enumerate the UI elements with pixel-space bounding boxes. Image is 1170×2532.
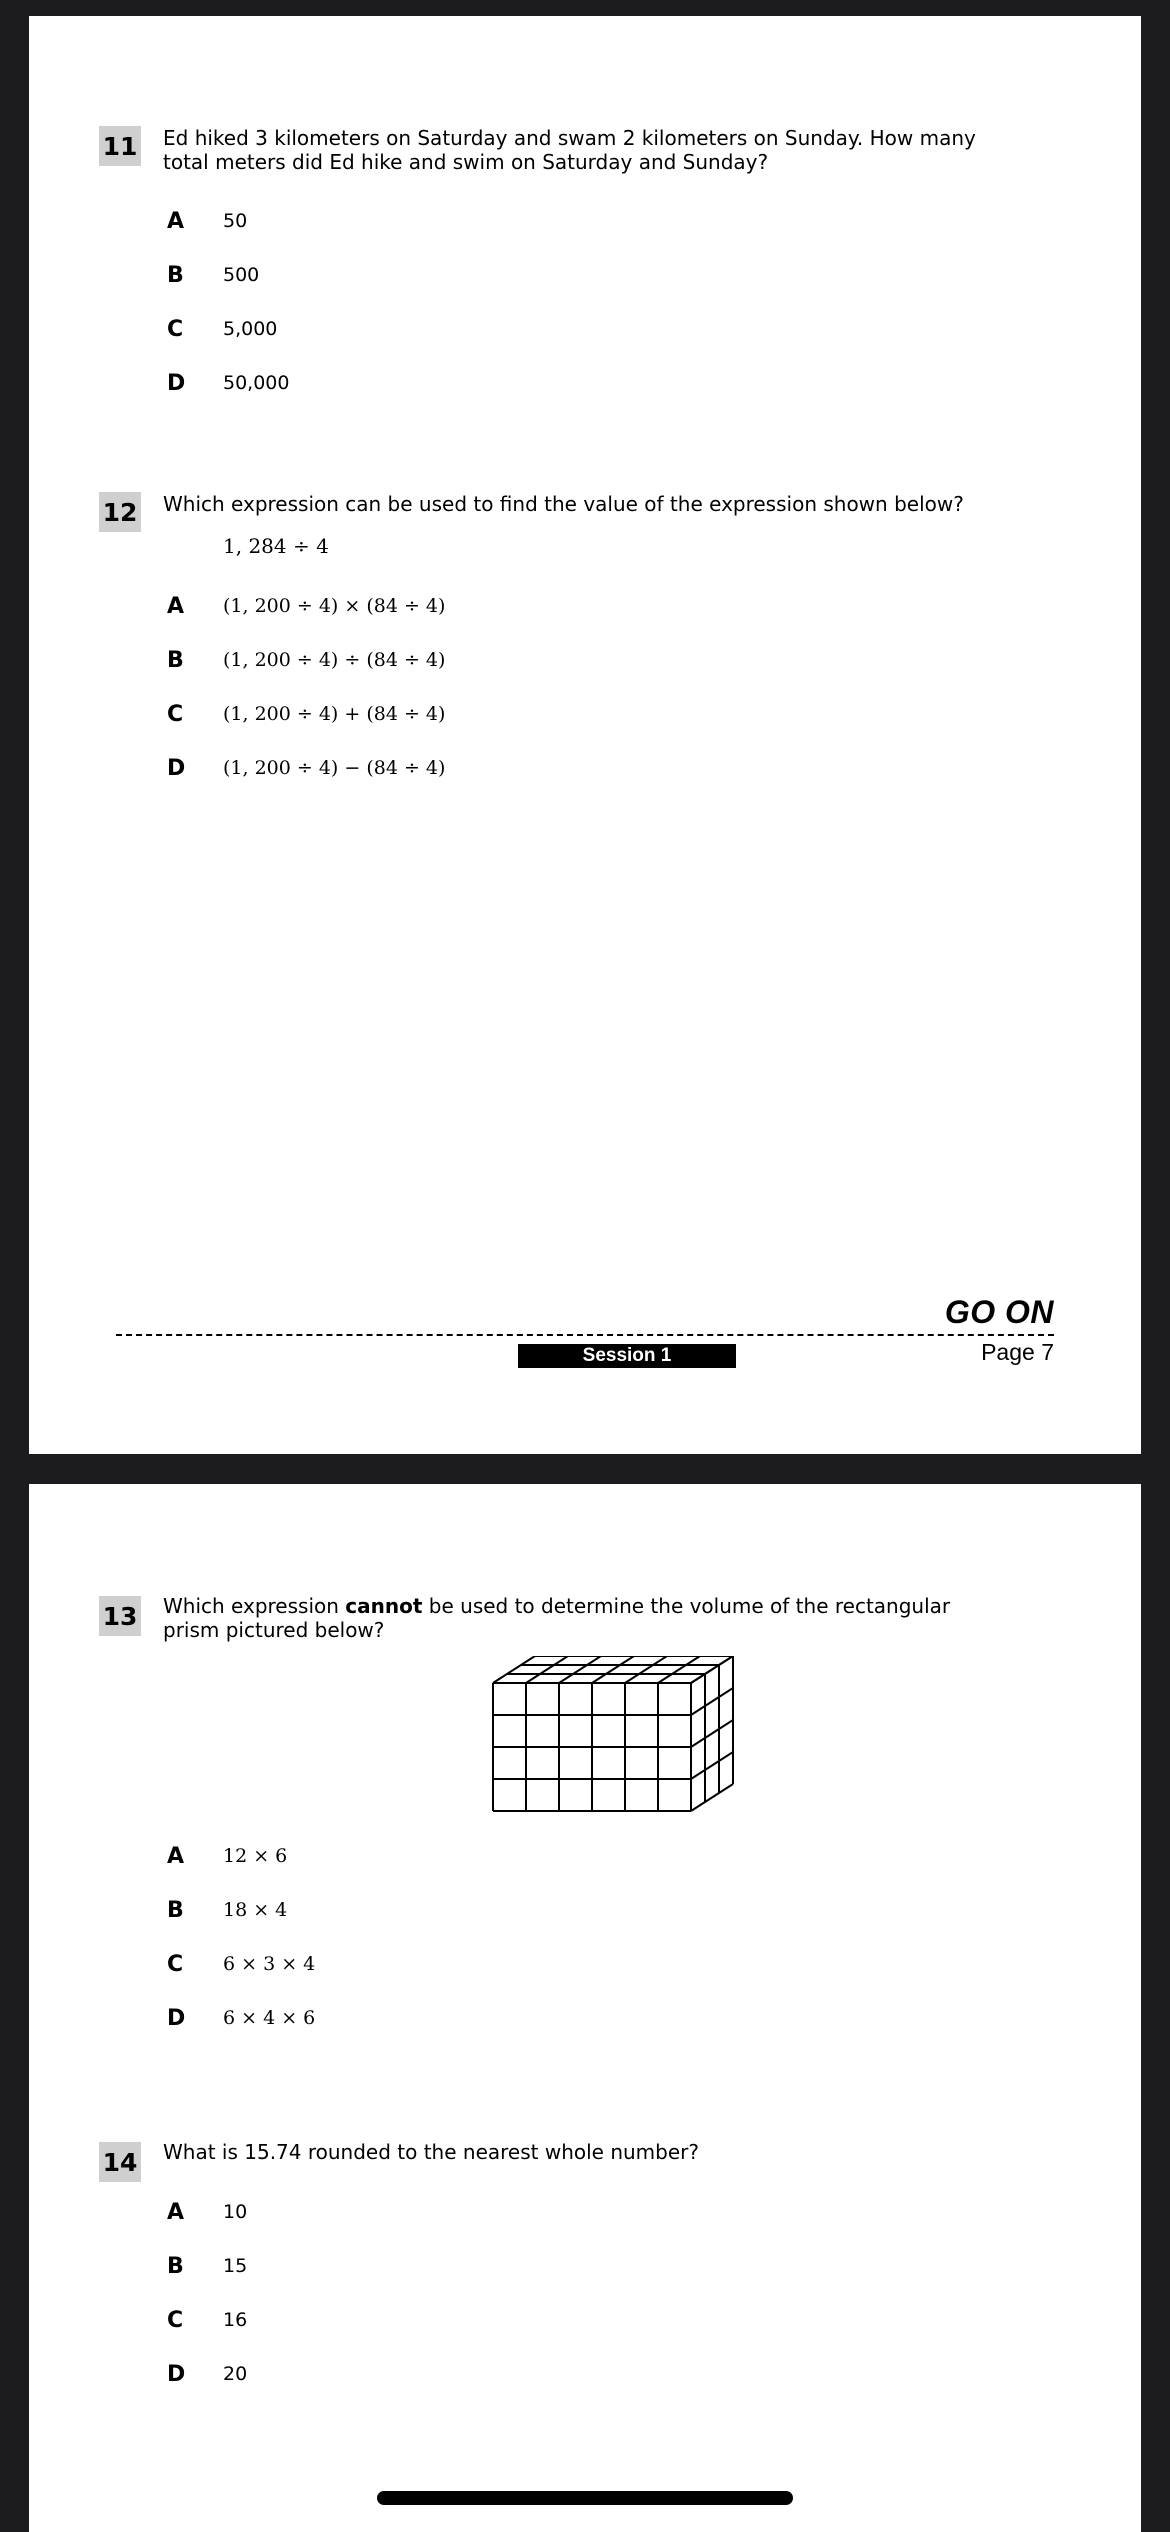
prism-edge [691, 1752, 733, 1779]
option-value: 6 × 4 × 6 [223, 2007, 316, 2029]
option-value: 16 [223, 2309, 248, 2331]
question-number-13: 13 [99, 1596, 141, 1636]
option-value: (1, 200 ÷ 4) × (84 ÷ 4) [223, 595, 446, 617]
q11-option-b[interactable] [167, 261, 259, 289]
rectangular-prism-figure [459, 1656, 749, 1826]
option-letter: D [167, 755, 186, 781]
question-11-text: Ed hiked 3 kilometers on Saturday and swam 2 kilometers on Sunday. How many total meters did Ed hike and swim on Saturday and Sunday? [163, 126, 976, 174]
prism-edge [493, 1656, 535, 1683]
option-value: (1, 200 ÷ 4) + (84 ÷ 4) [223, 703, 446, 725]
question-number-11: 11 [99, 126, 141, 166]
q12-option-b[interactable] [167, 646, 445, 674]
option-value: 18 × 4 [223, 1899, 288, 1921]
prism-edge [691, 1784, 733, 1811]
option-letter: D [167, 2005, 186, 2031]
prism-edge [625, 1656, 667, 1683]
option-letter: C [167, 1951, 184, 1977]
option-letter: A [167, 208, 185, 234]
option-value: 50 [223, 210, 248, 232]
option-value: 10 [223, 2201, 248, 2223]
question-13-text-start: Which expression [163, 1594, 346, 1618]
prism-edge [691, 1656, 733, 1683]
prism-lines [493, 1656, 733, 1811]
option-letter: D [167, 370, 186, 396]
question-13-emphasis: cannot [345, 1594, 423, 1618]
test-page-8 [29, 1484, 1141, 2532]
question-12-text: Which expression can be used to find the value of the expression shown below? [163, 492, 964, 516]
option-value: 20 [223, 2363, 248, 2385]
option-letter: C [167, 701, 184, 727]
question-13-text-end: be used to determine the volume of the rectangular prism pictured below? [163, 1594, 951, 1642]
prism-edge [691, 1688, 733, 1715]
option-letter: A [167, 1843, 185, 1869]
given-expression: 1, 284 ÷ 4 [223, 534, 329, 558]
option-letter: C [167, 316, 184, 342]
q14-option-d[interactable] [167, 2360, 247, 2388]
option-letter: B [167, 262, 184, 288]
option-value: 15 [223, 2255, 248, 2277]
q14-option-b[interactable] [167, 2252, 247, 2280]
prism-edge [658, 1656, 700, 1683]
option-letter: D [167, 2361, 186, 2387]
option-letter: B [167, 647, 184, 673]
prism-edge [526, 1656, 568, 1683]
prism-edge [592, 1656, 634, 1683]
q11-option-c[interactable] [167, 315, 277, 343]
prism-edge [691, 1720, 733, 1747]
option-letter: C [167, 2307, 184, 2333]
option-letter: A [167, 593, 185, 619]
q12-option-d[interactable] [167, 754, 445, 782]
q13-option-b[interactable] [167, 1896, 287, 1924]
q11-option-d[interactable] [167, 369, 289, 397]
option-value: 50,000 [223, 372, 290, 394]
q12-option-c[interactable] [167, 700, 445, 728]
home-indicator[interactable] [377, 2491, 793, 2505]
footer-divider [116, 1334, 1054, 1336]
option-value: (1, 200 ÷ 4) ÷ (84 ÷ 4) [223, 649, 446, 671]
option-value: 500 [223, 264, 260, 286]
question-14-text: What is 15.74 rounded to the nearest whole number? [163, 2140, 699, 2164]
q13-option-a[interactable] [167, 1842, 287, 1870]
q12-option-a[interactable] [167, 592, 445, 620]
question-13-text [163, 1594, 993, 1642]
go-on-label: GO ON [944, 1294, 1054, 1330]
option-value: 12 × 6 [223, 1845, 288, 1867]
session-badge: Session 1 [518, 1344, 736, 1368]
q13-option-d[interactable] [167, 2004, 315, 2032]
question-number-14: 14 [99, 2142, 141, 2182]
q11-option-a[interactable] [167, 207, 247, 235]
option-value: 5,000 [223, 318, 278, 340]
q14-option-c[interactable] [167, 2306, 247, 2334]
page-number: Page 7 [981, 1339, 1054, 1365]
prism-edge [559, 1656, 601, 1683]
question-number-12: 12 [99, 492, 141, 532]
option-value: (1, 200 ÷ 4) − (84 ÷ 4) [223, 757, 446, 779]
q14-option-a[interactable] [167, 2198, 247, 2226]
option-letter: B [167, 2253, 184, 2279]
option-value: 6 × 3 × 4 [223, 1953, 316, 1975]
option-letter: A [167, 2199, 185, 2225]
q13-option-c[interactable] [167, 1950, 315, 1978]
test-page-7 [29, 16, 1141, 1454]
option-letter: B [167, 1897, 184, 1923]
